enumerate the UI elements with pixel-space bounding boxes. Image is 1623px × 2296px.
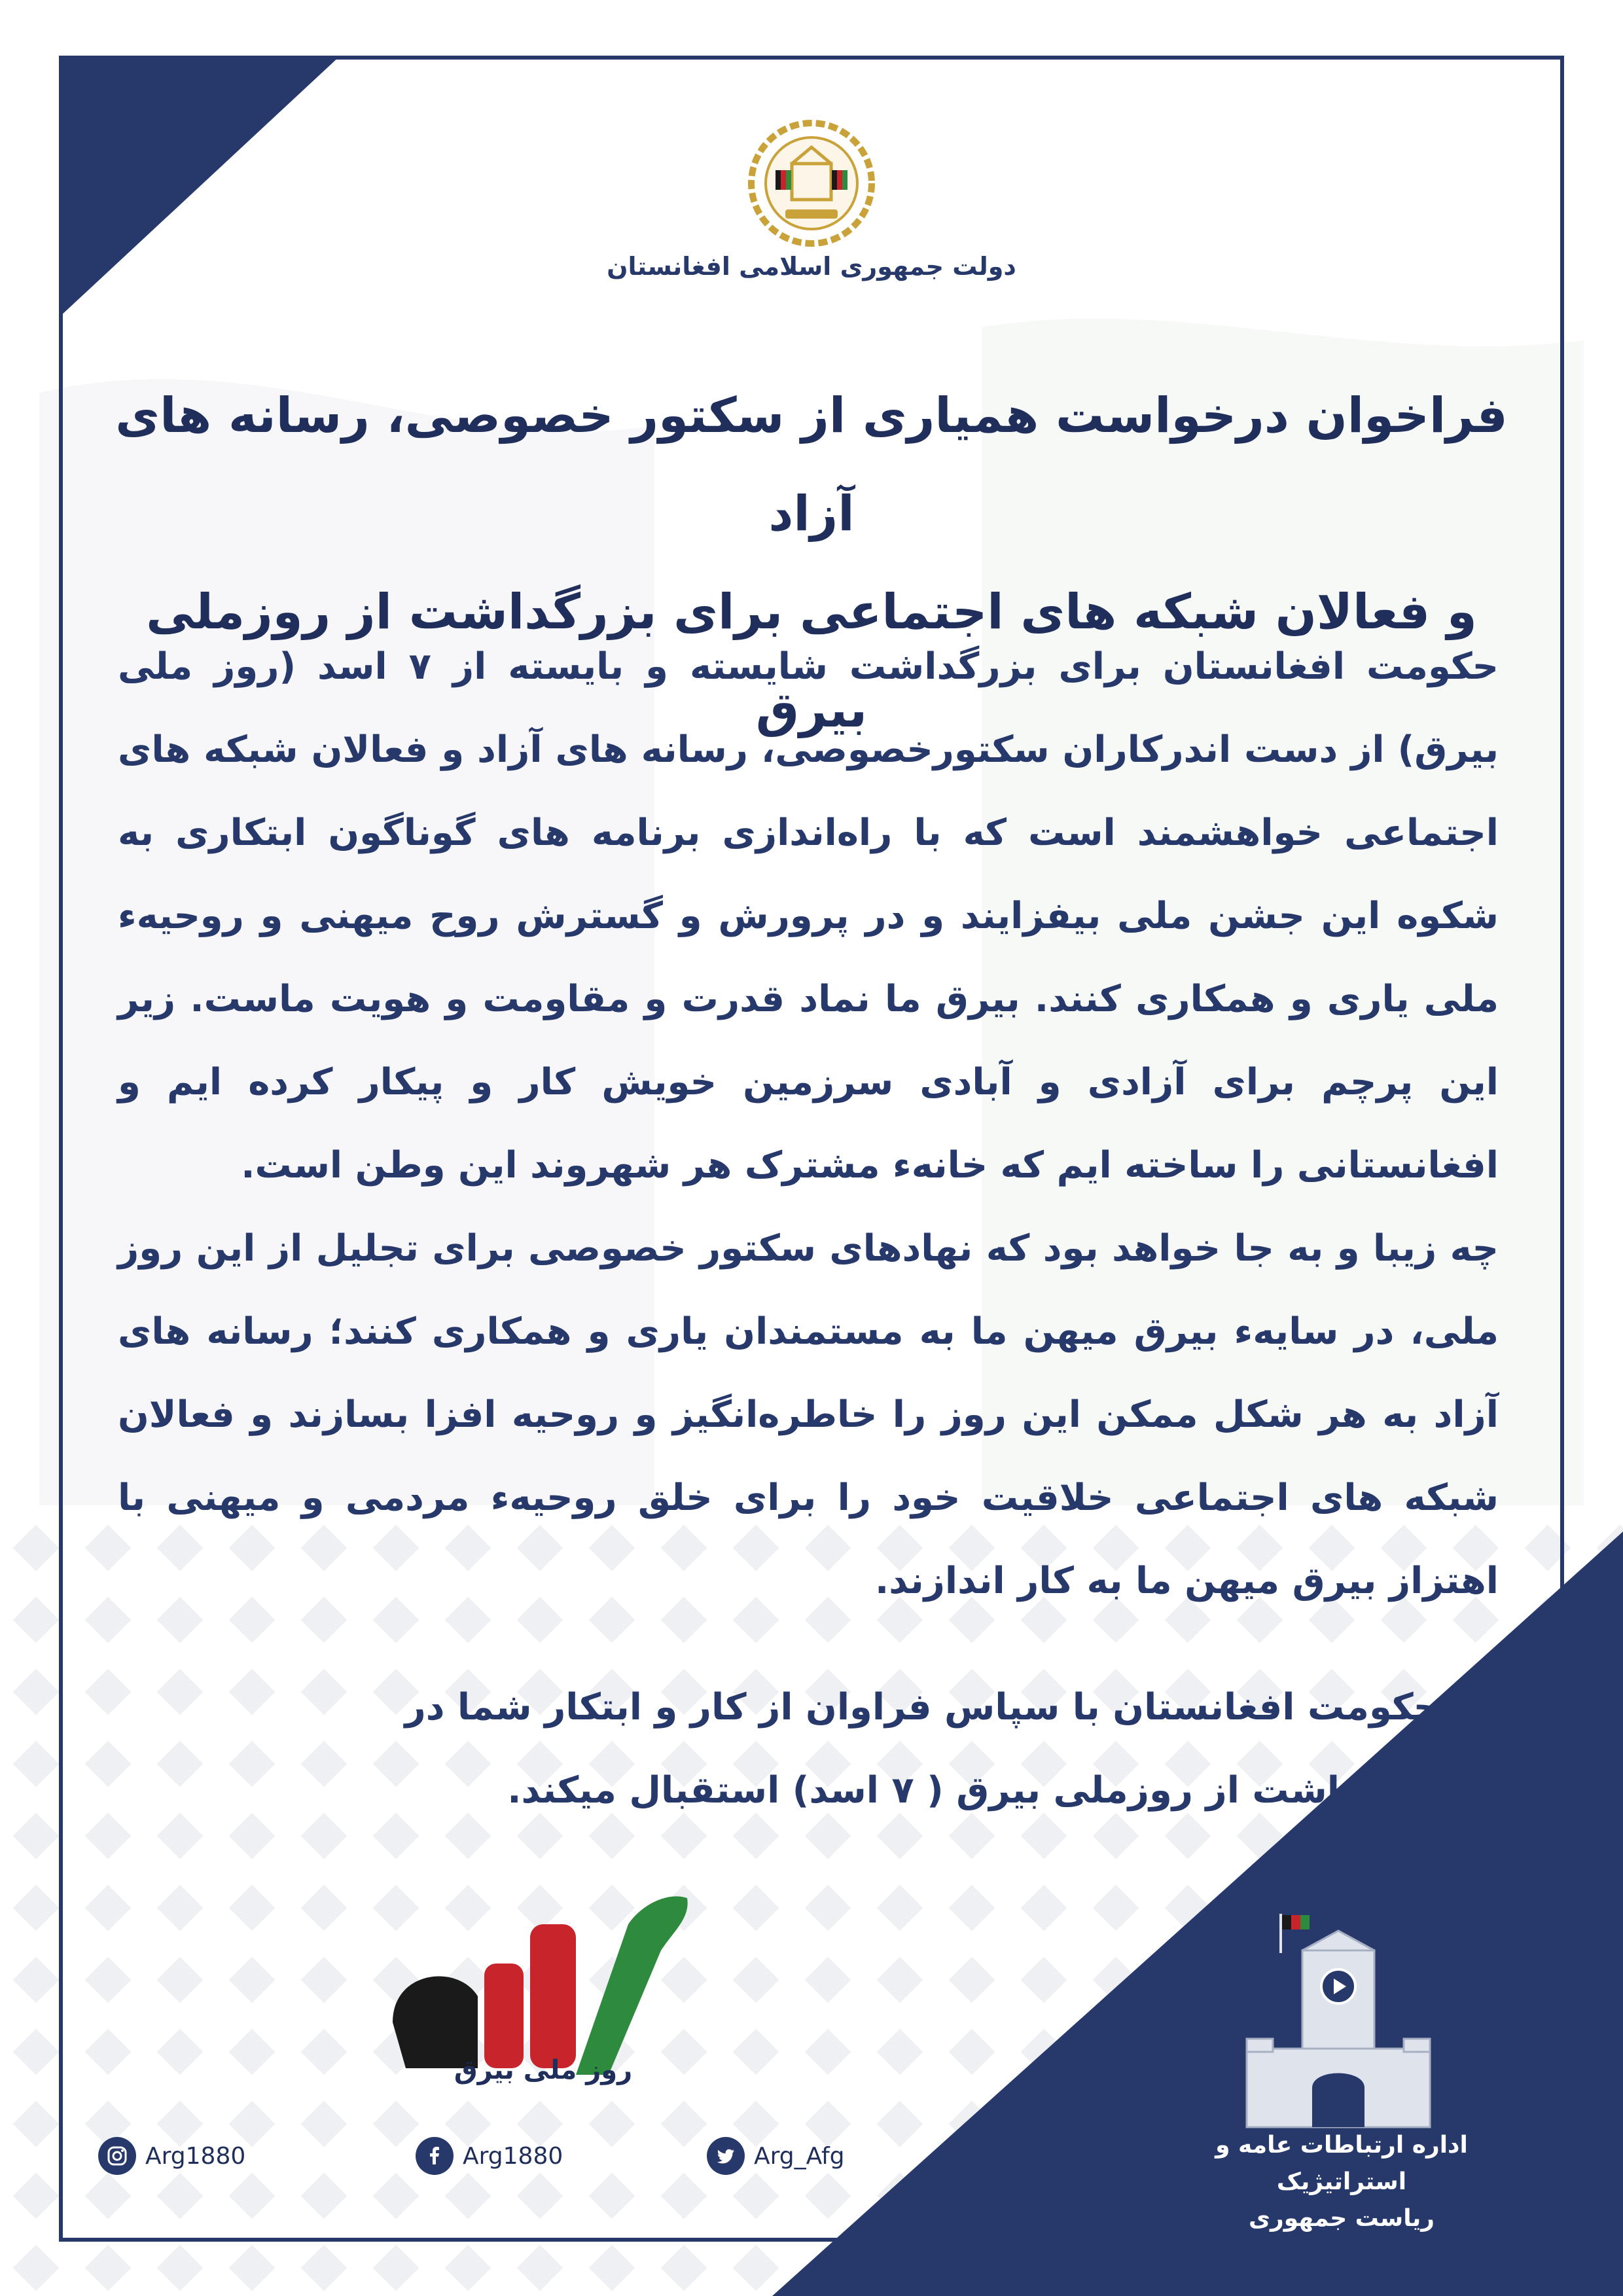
twitter-handle: Arg_Afg (754, 2142, 845, 2170)
closing-statement (209, 1666, 1440, 1832)
title-line-1: فراخوان درخواست همیاری از سکتور خصوصی، رسانه های آزاد (115, 387, 1508, 542)
instagram-icon (98, 2137, 136, 2175)
social-twitter[interactable] (707, 2137, 845, 2175)
social-facebook[interactable] (416, 2137, 563, 2175)
government-name: دولت جمهوری اسلامی افغانستان (607, 252, 1016, 281)
body-paragraph-2: چه زیبا و به جا خواهد بود که نهادهای سکتور خصوصی برای تجلیل از این روز ملی، در سایهء بیرق میهن ما به مستمندان یاری و همکاری کنند؛ رسانه های آزاد به هر شکل ممکن این روز را خاطره‌انگیز و روحیه افزا بسازند و فعالان شبکه های اجتماعی خلاقیت خود را برای خلق روحیهء مردمی و میهنی با اهتزاز بیرق میهن ما به کار اندازند. (118, 1227, 1499, 1602)
social-instagram[interactable] (98, 2137, 245, 2175)
department-line-1: اداره ارتباطات عامه و استراتیژیک (1215, 2132, 1468, 2195)
body-paragraph-1: حکومت افغانستان برای بزرگداشت شایسته و بایسته از ۷ اسد (روز ملی بیرق) از دست اندرکاران سکتورخصوصی، رسانه های آزاد و فعالان شبکه های اجتماعی خواهشمند است که با راه‌اندازی برنامه های گوناگون ابتکاری به شکوه این جشن ملی بیفزایند و در پرورش و گسترش روح میهنی و روحیهء ملی یاری و همکاری کنند. بیرق ما نماد قدرت و مقاومت و هویت ماست. زیر این پرچم برای آزادی و آبادی سرزمین خویش کار و پیکار کرده ایم و افغانستانی را ساخته ایم که خانهء مشترک هر شهروند این وطن است. (118, 645, 1499, 1187)
flag-day-caption: روز ملی بیرق (454, 2055, 633, 2085)
facebook-icon (416, 2137, 454, 2175)
department-name (1152, 2127, 1531, 2237)
facebook-handle: Arg1880 (463, 2142, 563, 2170)
instagram-handle: Arg1880 (145, 2142, 246, 2170)
arg-clock-tower-icon (1240, 1911, 1436, 2134)
body-text (118, 625, 1499, 1623)
twitter-icon (707, 2137, 745, 2175)
afghanistan-emblem-icon (740, 118, 883, 249)
flag-day-logo (380, 1878, 720, 2081)
department-line-2: ریاست جمهوری (1249, 2205, 1435, 2232)
title-line-2: و فعالان شبکه های اجتماعی برای بزرگداشت از روزملی بیرق (146, 584, 1477, 738)
closing-paragraph: حکومت افغانستان با سپاس فراوان از کار و ابتکار شما در بزرگداشت از روزملی بیرق ( ۷ اسد) استقبال میکند. (404, 1686, 1440, 1812)
